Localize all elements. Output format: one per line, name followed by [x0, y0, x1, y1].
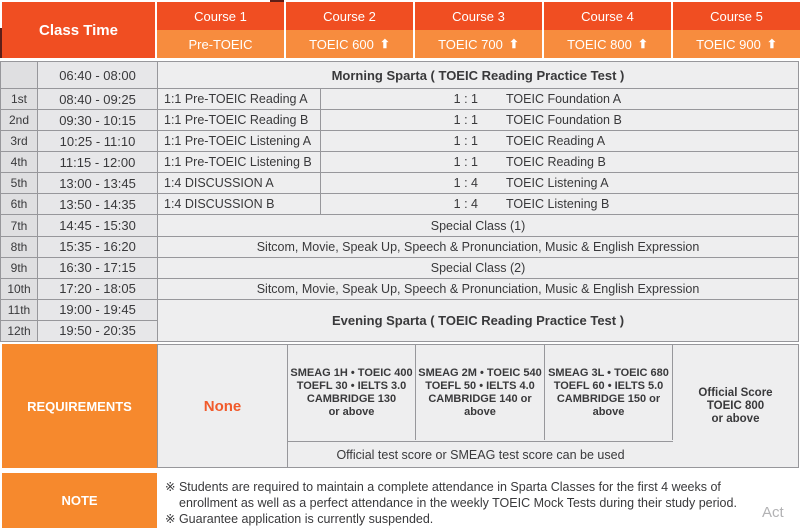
- level-up-arrow-icon: ⬆: [379, 37, 390, 51]
- official-score-line: or above: [711, 412, 760, 425]
- time-cell: 14:45 - 15:30: [38, 214, 158, 235]
- official-score-line: Official Score: [698, 386, 773, 399]
- requirement-line: CAMBRIDGE 150 or: [556, 392, 661, 405]
- class-name: TOEIC Foundation B: [506, 113, 622, 128]
- class-ratio: 1 : 1: [453, 134, 478, 149]
- full-width-class-cell: Sitcom, Movie, Speak Up, Speech & Pronunciation, Music & English Expression: [158, 236, 798, 257]
- period-cell: 6th: [1, 193, 38, 214]
- time-cell: 08:40 - 09:25: [38, 88, 158, 109]
- requirement-none-label: None: [203, 397, 242, 415]
- level-up-arrow-icon: ⬆: [637, 37, 648, 51]
- requirement-line: CAMBRIDGE 140 or: [428, 392, 532, 405]
- course-column-2: [286, 2, 413, 58]
- schedule-grid: [0, 61, 799, 342]
- note-label: NOTE: [61, 493, 98, 508]
- period-cell: [1, 62, 38, 88]
- course-level-text: TOEIC 900: [696, 36, 761, 52]
- time-cell: 06:40 - 08:00: [38, 62, 158, 88]
- requirement-course5-cell: [673, 345, 798, 467]
- period-cell: 7th: [1, 214, 38, 235]
- requirement-footnote-cell: [288, 441, 673, 467]
- time-cell: 11:15 - 12:00: [38, 151, 158, 172]
- note-line: enrollment as well as a perfect attendance in the weekly TOEIC Mock Tests during their study period.: [179, 496, 737, 510]
- schedule-row: [1, 109, 798, 130]
- evening-sparta-banner: Evening Sparta ( TOEIC Reading Practice Test ): [331, 313, 625, 329]
- course-name: Course 4: [544, 2, 671, 30]
- course-level-text: TOEIC 800: [567, 36, 632, 52]
- requirement-footnote-text: Official test score or SMEAG test score can be used: [336, 447, 625, 462]
- period-cell: 10th: [1, 278, 38, 299]
- class-detail-cell: [158, 88, 798, 109]
- time-cell: 19:50 - 20:35: [38, 320, 158, 341]
- period-cell: 8th: [1, 236, 38, 257]
- course-name: Course 2: [286, 2, 413, 30]
- time-cell: 19:00 - 19:45: [38, 299, 158, 320]
- class-time-header: [2, 2, 155, 58]
- course-level: [157, 30, 284, 58]
- course1-class-cell: 1:1 Pre-TOEIC Reading A: [158, 89, 321, 109]
- requirement-line: TOEFL 50 • IELTS 4.0: [425, 379, 535, 392]
- schedule-row: [1, 88, 798, 109]
- class-ratio: 1 : 1: [453, 92, 478, 107]
- requirement-line: TOEFL 30 • IELTS 3.0: [296, 379, 407, 392]
- class-detail-cell: [158, 109, 798, 130]
- course-column-3: [415, 2, 542, 58]
- class-name: TOEIC Reading B: [506, 155, 606, 170]
- requirement-line: or above: [328, 405, 375, 418]
- class-name: TOEIC Listening A: [506, 176, 609, 191]
- schedule-row: [1, 278, 798, 299]
- full-width-class-cell: Special Class (1): [158, 214, 798, 235]
- requirement-line: SMEAG 3L • TOEIC 680: [548, 366, 669, 379]
- period-cell: 4th: [1, 151, 38, 172]
- schedule-row: [1, 172, 798, 193]
- full-width-class-cell: Special Class (2): [158, 257, 798, 278]
- course1-class-cell: 1:1 Pre-TOEIC Reading B: [158, 110, 321, 130]
- full-width-class-cell: Sitcom, Movie, Speak Up, Speech & Pronunciation, Music & English Expression: [158, 278, 798, 299]
- note-text: [157, 473, 800, 528]
- class-time-label: Class Time: [39, 21, 118, 39]
- requirement-course3-cell: [416, 345, 545, 440]
- requirement-line: SMEAG 1H • TOEIC 400: [290, 366, 413, 379]
- class-name: TOEIC Reading A: [506, 134, 606, 149]
- course1-class-cell: 1:1 Pre-TOEIC Listening A: [158, 131, 321, 151]
- course-name: Course 3: [415, 2, 542, 30]
- requirement-course1-cell: [158, 345, 288, 467]
- course-level: [544, 30, 671, 58]
- time-cell: 16:30 - 17:15: [38, 257, 158, 278]
- requirement-line: CAMBRIDGE 130: [306, 392, 397, 405]
- course-column-4: [544, 2, 671, 58]
- requirement-line: TOEFL 60 • IELTS 5.0: [553, 379, 664, 392]
- course-name: Course 1: [157, 2, 284, 30]
- note-header: [2, 473, 157, 528]
- evening-sparta-cell: [158, 299, 798, 329]
- note-line: ※ Guarantee application is currently suspended.: [165, 512, 434, 526]
- course-header-row: [157, 2, 800, 58]
- course-name: Course 5: [673, 2, 800, 30]
- class-detail-cell: [158, 172, 798, 193]
- period-cell: 2nd: [1, 109, 38, 130]
- period-cell: 9th: [1, 257, 38, 278]
- time-cell: 15:35 - 16:20: [38, 236, 158, 257]
- period-cell: 1st: [1, 88, 38, 109]
- requirement-course4-cell: [545, 345, 673, 440]
- course1-class-cell: 1:4 DISCUSSION A: [158, 173, 321, 193]
- course-level-text: TOEIC 700: [438, 36, 503, 52]
- class-ratio: 1 : 4: [453, 197, 478, 212]
- time-cell: 10:25 - 11:10: [38, 130, 158, 151]
- class-ratio: 1 : 1: [453, 155, 478, 170]
- period-cell: 12th: [1, 320, 38, 341]
- requirement-line: above: [464, 405, 496, 418]
- period-cell: 11th: [1, 299, 38, 320]
- schedule-row: [1, 236, 798, 257]
- period-cell: 5th: [1, 172, 38, 193]
- course-column-1: [157, 2, 284, 58]
- class-ratio: 1 : 4: [453, 176, 478, 191]
- course-level: [673, 30, 800, 58]
- schedule-row: [1, 62, 798, 88]
- class-detail-cell: [158, 193, 798, 214]
- schedule-row: [1, 193, 798, 214]
- requirement-course2-cell: [288, 345, 416, 440]
- requirement-line: SMEAG 2M • TOEIC 540: [418, 366, 542, 379]
- level-up-arrow-icon: ⬆: [766, 37, 777, 51]
- period-cell: 3rd: [1, 130, 38, 151]
- time-cell: 13:50 - 14:35: [38, 193, 158, 214]
- class-name: TOEIC Foundation A: [506, 92, 622, 107]
- requirements-body: [157, 344, 799, 468]
- schedule-row: [1, 257, 798, 278]
- sparta-banner-cell: Morning Sparta ( TOEIC Reading Practice Test ): [331, 67, 625, 83]
- official-score-line: TOEIC 800: [706, 399, 765, 412]
- class-detail-cell: [158, 130, 798, 151]
- requirements-header: [2, 344, 157, 468]
- watermark-text: Act: [762, 504, 784, 521]
- requirement-line: above: [592, 405, 625, 418]
- class-name: TOEIC Listening B: [506, 197, 610, 212]
- time-cell: 09:30 - 10:15: [38, 109, 158, 130]
- note-line: ※ Students are required to maintain a complete attendance in Sparta Classes for the first 4 weeks of: [165, 480, 721, 494]
- course1-class-cell: 1:4 DISCUSSION B: [158, 194, 321, 214]
- course-level-text: TOEIC 600: [309, 36, 374, 52]
- requirements-label: REQUIREMENTS: [27, 398, 132, 414]
- course1-class-cell: 1:1 Pre-TOEIC Listening B: [158, 152, 321, 172]
- schedule-row: [1, 214, 798, 235]
- course-column-5: [673, 2, 800, 58]
- schedule-row: [1, 299, 798, 329]
- level-up-arrow-icon: ⬆: [508, 37, 519, 51]
- course-level: [415, 30, 542, 58]
- schedule-row: [1, 130, 798, 151]
- class-detail-cell: [158, 151, 798, 172]
- course-level-text: Pre-TOEIC: [188, 36, 253, 52]
- time-cell: 13:00 - 13:45: [38, 172, 158, 193]
- time-cell: 17:20 - 18:05: [38, 278, 158, 299]
- schedule-row: [1, 151, 798, 172]
- course-level: [286, 30, 413, 58]
- class-ratio: 1 : 1: [453, 113, 478, 128]
